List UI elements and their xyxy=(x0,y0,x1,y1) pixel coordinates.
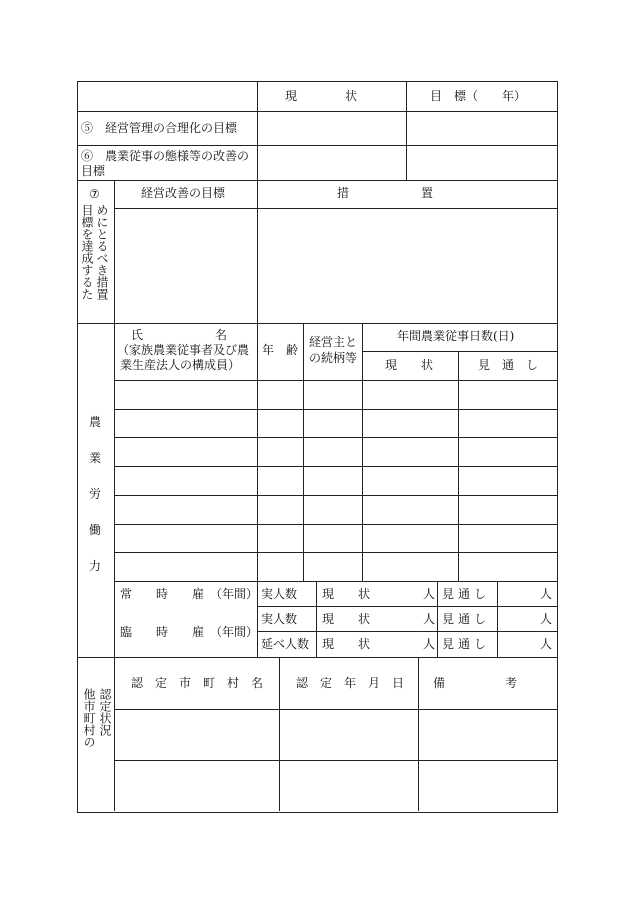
labor-current-cell[interactable] xyxy=(363,467,457,494)
other-col-note: 備 考 xyxy=(433,676,518,690)
labor-side-label xyxy=(77,323,114,657)
labor-days-header: 年間農業従事日数(日) xyxy=(397,329,515,343)
divider xyxy=(257,631,557,632)
labor-relation-cell[interactable] xyxy=(304,553,361,580)
other-side-label-col2: 認定状況 xyxy=(98,688,112,736)
other-col-date: 認 定 年 月 日 xyxy=(296,676,405,690)
joji-mitoshi-unit: 人 xyxy=(540,587,553,601)
row7-side-label: めにとるべき措置 目標を達成するた xyxy=(80,204,109,300)
rinji-nobe-mitoshi-label: 見通し xyxy=(442,637,491,651)
row6-target-cell[interactable] xyxy=(407,146,555,179)
other-city-cell-1[interactable] xyxy=(115,710,278,759)
other-date-cell-1[interactable] xyxy=(280,710,417,759)
other-city-cell-2[interactable] xyxy=(115,761,278,810)
labor-name-cell[interactable] xyxy=(115,496,256,523)
row6-label-1: ⑥ 農業従事の態様等の改善の xyxy=(81,149,250,163)
rinji-nobe-label: 延べ人数 xyxy=(261,637,310,651)
labor-name-header-3: 業生産法人の構成員） xyxy=(120,358,241,372)
divider xyxy=(362,351,557,352)
labor-outlook-cell[interactable] xyxy=(459,438,555,465)
labor-age-cell[interactable] xyxy=(258,496,302,523)
labor-days-outlook: 見 通 し xyxy=(478,358,539,372)
rinji-nobe-genjo-unit: 人 xyxy=(423,637,436,651)
divider xyxy=(316,581,317,657)
rinji-genjo-label: 現 状 xyxy=(322,612,371,626)
header-genjo: 現 状 xyxy=(285,89,358,103)
other-date-cell-2[interactable] xyxy=(280,761,417,810)
rinji-genjo-unit: 人 xyxy=(423,612,436,626)
labor-relation-header-1: 経営主と xyxy=(309,335,358,349)
row5-target-cell[interactable] xyxy=(407,112,555,144)
labor-relation-header-2: の続柄等 xyxy=(309,351,358,365)
rinji-label: 臨 時 雇 （年間） xyxy=(120,625,259,639)
labor-current-cell[interactable] xyxy=(363,438,457,465)
labor-side-char: 労 xyxy=(89,487,102,501)
labor-name-cell[interactable] xyxy=(115,467,256,494)
divider xyxy=(77,657,557,658)
other-col-city: 認 定 市 町 村 名 xyxy=(131,676,264,690)
joji-genjo-label: 現 状 xyxy=(322,587,371,601)
labor-relation-cell[interactable] xyxy=(304,381,361,408)
row5-current-cell[interactable] xyxy=(258,112,405,144)
row7-col-measure: 措 置 xyxy=(337,186,434,200)
row7-measure-cell[interactable] xyxy=(258,209,555,322)
divider xyxy=(257,606,557,607)
labor-age-cell[interactable] xyxy=(258,381,302,408)
labor-relation-cell[interactable] xyxy=(304,467,361,494)
labor-current-cell[interactable] xyxy=(363,410,457,437)
labor-outlook-cell[interactable] xyxy=(459,467,555,494)
labor-age-cell[interactable] xyxy=(258,438,302,465)
joji-mitoshi-label: 見通し xyxy=(442,587,491,601)
divider xyxy=(114,581,557,582)
row7-number: ⑦ xyxy=(89,187,100,201)
header-mokuhyo: 目 標（ 年） xyxy=(430,89,527,103)
labor-days-current: 現 状 xyxy=(385,358,434,372)
labor-name-header-1: 氏 名 xyxy=(131,328,228,342)
labor-current-cell[interactable] xyxy=(363,496,457,523)
rinji-nobe-genjo-label: 現 状 xyxy=(322,637,371,651)
rinji-mitoshi-label: 見通し xyxy=(442,612,491,626)
row7-goal-cell[interactable] xyxy=(115,209,256,322)
labor-name-header-2: （家族農業従事者及び農 xyxy=(117,343,250,357)
labor-relation-cell[interactable] xyxy=(304,525,361,552)
divider xyxy=(437,581,438,657)
rinji-mitoshi-unit: 人 xyxy=(540,612,553,626)
labor-side-char: 働 xyxy=(89,523,102,537)
labor-name-cell[interactable] xyxy=(115,525,256,552)
labor-outlook-cell[interactable] xyxy=(459,525,555,552)
joji-label: 常 時 雇 （年間） xyxy=(120,587,259,601)
labor-name-cell[interactable] xyxy=(115,553,256,580)
other-note-cell-2[interactable] xyxy=(419,761,555,810)
labor-age-cell[interactable] xyxy=(258,410,302,437)
labor-outlook-cell[interactable] xyxy=(459,553,555,580)
labor-relation-cell[interactable] xyxy=(304,438,361,465)
labor-relation-cell[interactable] xyxy=(304,410,361,437)
divider xyxy=(77,180,557,181)
joji-jitsu-label: 実人数 xyxy=(261,587,298,601)
labor-current-cell[interactable] xyxy=(363,525,457,552)
labor-name-cell[interactable] xyxy=(115,381,256,408)
labor-age-cell[interactable] xyxy=(258,525,302,552)
rinji-nobe-mitoshi-unit: 人 xyxy=(540,637,553,651)
labor-outlook-cell[interactable] xyxy=(459,410,555,437)
row7-col-goal: 経営改善の目標 xyxy=(141,186,226,200)
row6-current-cell[interactable] xyxy=(258,146,405,179)
labor-side-char: 業 xyxy=(89,451,102,465)
rinji-jitsu-label: 実人数 xyxy=(261,612,298,626)
labor-side-char: 農 xyxy=(89,415,102,429)
labor-outlook-cell[interactable] xyxy=(459,496,555,523)
labor-side-char: 力 xyxy=(89,559,102,573)
labor-age-cell[interactable] xyxy=(258,553,302,580)
labor-outlook-cell[interactable] xyxy=(459,381,555,408)
joji-genjo-unit: 人 xyxy=(423,587,436,601)
labor-age-header: 年 齢 xyxy=(262,343,299,357)
labor-name-cell[interactable] xyxy=(115,410,256,437)
labor-name-cell[interactable] xyxy=(115,438,256,465)
other-note-cell-1[interactable] xyxy=(419,710,555,759)
other-side-label-col1: 他市町村の xyxy=(82,688,96,748)
divider xyxy=(497,581,498,657)
labor-age-cell[interactable] xyxy=(258,467,302,494)
divider xyxy=(77,323,557,324)
labor-current-cell[interactable] xyxy=(363,381,457,408)
row6-label-2: 目標 xyxy=(81,164,106,178)
labor-current-cell[interactable] xyxy=(363,553,457,580)
labor-relation-cell[interactable] xyxy=(304,496,361,523)
row5-label: ⑤ 経営管理の合理化の目標 xyxy=(81,121,238,135)
